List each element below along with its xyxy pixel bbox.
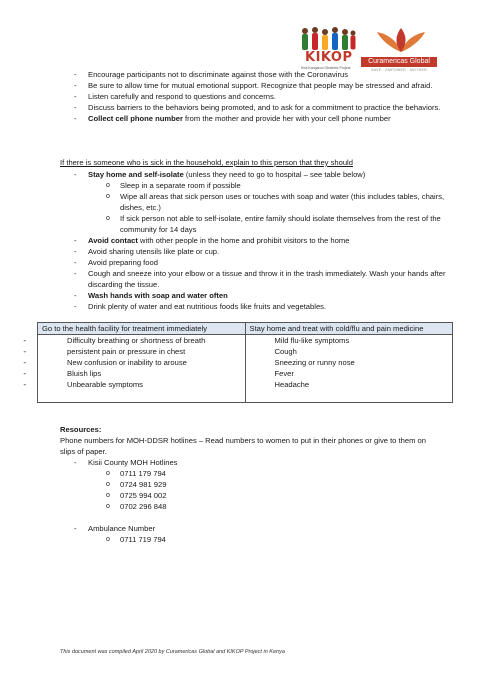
curamericas-tagline: SAVE · EMPOWER · MOTHER bbox=[371, 68, 427, 72]
kikop-tagline: Kisii Kangaroo Obstetric Project bbox=[301, 66, 351, 70]
list-item: - Drink plenty of water and eat nutritious foods like fruits and vegetables. bbox=[88, 301, 458, 312]
table-list-item: - Headache bbox=[275, 379, 449, 390]
list-item: - Ambulance Number o 0711 719 794 bbox=[88, 523, 388, 545]
list-item: - Collect cell phone number from the mother and provide her with your cell phone number bbox=[88, 113, 458, 124]
phone-number: o 0724 981 929 bbox=[120, 479, 388, 490]
list-item: - Avoid preparing food bbox=[88, 257, 458, 268]
home-care-column-header: Stay home and treat with cold/flu and pain medicine bbox=[245, 323, 453, 335]
guidance-list bbox=[88, 69, 458, 124]
footer-note: This document was compiled April 2020 by Curamericas Global and KIKOP Project in Kenya bbox=[60, 649, 285, 655]
kisii-number-list bbox=[88, 468, 388, 512]
table-list-item: - Fever bbox=[275, 368, 449, 379]
ambulance-number-list bbox=[88, 534, 388, 545]
hotline-list bbox=[88, 457, 388, 545]
resources-description: Phone numbers for MOH-DDSR hotlines – Read numbers to women to put in their phones or give to them on slips of paper. bbox=[60, 436, 426, 456]
home-care-symptoms-cell bbox=[245, 335, 453, 403]
leaf-icon bbox=[375, 28, 427, 54]
facility-column-header: Go to the health facility for treatment immediately bbox=[38, 323, 246, 335]
sick-person-list bbox=[88, 169, 458, 312]
resources-heading: Resources: bbox=[60, 425, 102, 434]
list-item: - Avoid contact with other people in the home and prohibit visitors to the home bbox=[88, 235, 458, 246]
sub-list-item: o If sick person not able to self-isolate, entire family should isolate themselves from the rest of the community for 14 days bbox=[120, 213, 458, 235]
table-list-item: - New confusion or inability to arouse bbox=[67, 357, 241, 368]
kikop-people-icon bbox=[299, 26, 357, 52]
phone-number: o 0711 179 794 bbox=[120, 468, 388, 479]
list-item: - Wash hands with soap and water often bbox=[88, 290, 458, 301]
table-list-item: - Mild flu-like symptoms bbox=[275, 335, 449, 346]
table-list-item: - persistent pain or pressure in chest bbox=[67, 346, 241, 357]
table-list-item: - Cough bbox=[275, 346, 449, 357]
list-item: - Avoid sharing utensils like plate or cup. bbox=[88, 246, 458, 257]
kikop-logo bbox=[297, 24, 359, 74]
table-list-item: - Bluish lips bbox=[67, 368, 241, 379]
curamericas-logo bbox=[361, 24, 437, 74]
phone-number: o 0725 994 002 bbox=[120, 490, 388, 501]
symptom-table bbox=[37, 322, 453, 403]
list-item: - Stay home and self-isolate (unless they need to go to hospital – see table below) o Sleep in a separate room if possible o Wipe all areas that sick person uses or touches with soap and water (this includes tables, chairs, dishes, etc.) o If sick person not able to self-isolate, entire family should isolate themselves from the rest of the community for 14 days bbox=[88, 169, 458, 235]
list-item: - Kisii County MOH Hotlines o 0711 179 794 o 0724 981 929 o 0725 994 002 o 0702 296 848 bbox=[88, 457, 388, 512]
curamericas-name: Curamericas Global bbox=[361, 57, 437, 67]
facility-symptoms-cell bbox=[38, 335, 246, 403]
sub-list-item: o Wipe all areas that sick person uses or touches with soap and water (this includes tables, chairs, dishes, etc.) bbox=[120, 191, 458, 213]
list-item: - Be sure to allow time for mutual emotional support. Recognize that people may be stressed and afraid. bbox=[88, 80, 458, 91]
table-list-item: - Unbearable symptoms bbox=[67, 379, 241, 390]
list-item: - Encourage participants not to discriminate against those with the Coronavirus bbox=[88, 69, 458, 80]
list-spacer bbox=[88, 512, 388, 523]
list-item: - Listen carefully and respond to questions and concerns. bbox=[88, 91, 458, 102]
kikop-wordmark: KIKOP bbox=[305, 50, 353, 65]
list-item: - Discuss barriers to the behaviors being promoted, and to ask for a commitment to practice the behaviors. bbox=[88, 102, 458, 113]
table-list-item: - Sneezing or runny nose bbox=[275, 357, 449, 368]
phone-number: o 0711 719 794 bbox=[120, 534, 388, 545]
sub-list-item: o Sleep in a separate room if possible bbox=[120, 180, 458, 191]
table-list-item: - Difficulty breathing or shortness of breath bbox=[67, 335, 241, 346]
list-item: - Cough and sneeze into your elbow or a tissue and throw it in the trash immediately. Wash your hands after discarding the tissue. bbox=[88, 268, 458, 290]
sick-household-intro: If there is someone who is sick in the household, explain to this person that they should bbox=[60, 158, 353, 167]
self-isolate-sublist bbox=[88, 180, 458, 235]
phone-number: o 0702 296 848 bbox=[120, 501, 388, 512]
